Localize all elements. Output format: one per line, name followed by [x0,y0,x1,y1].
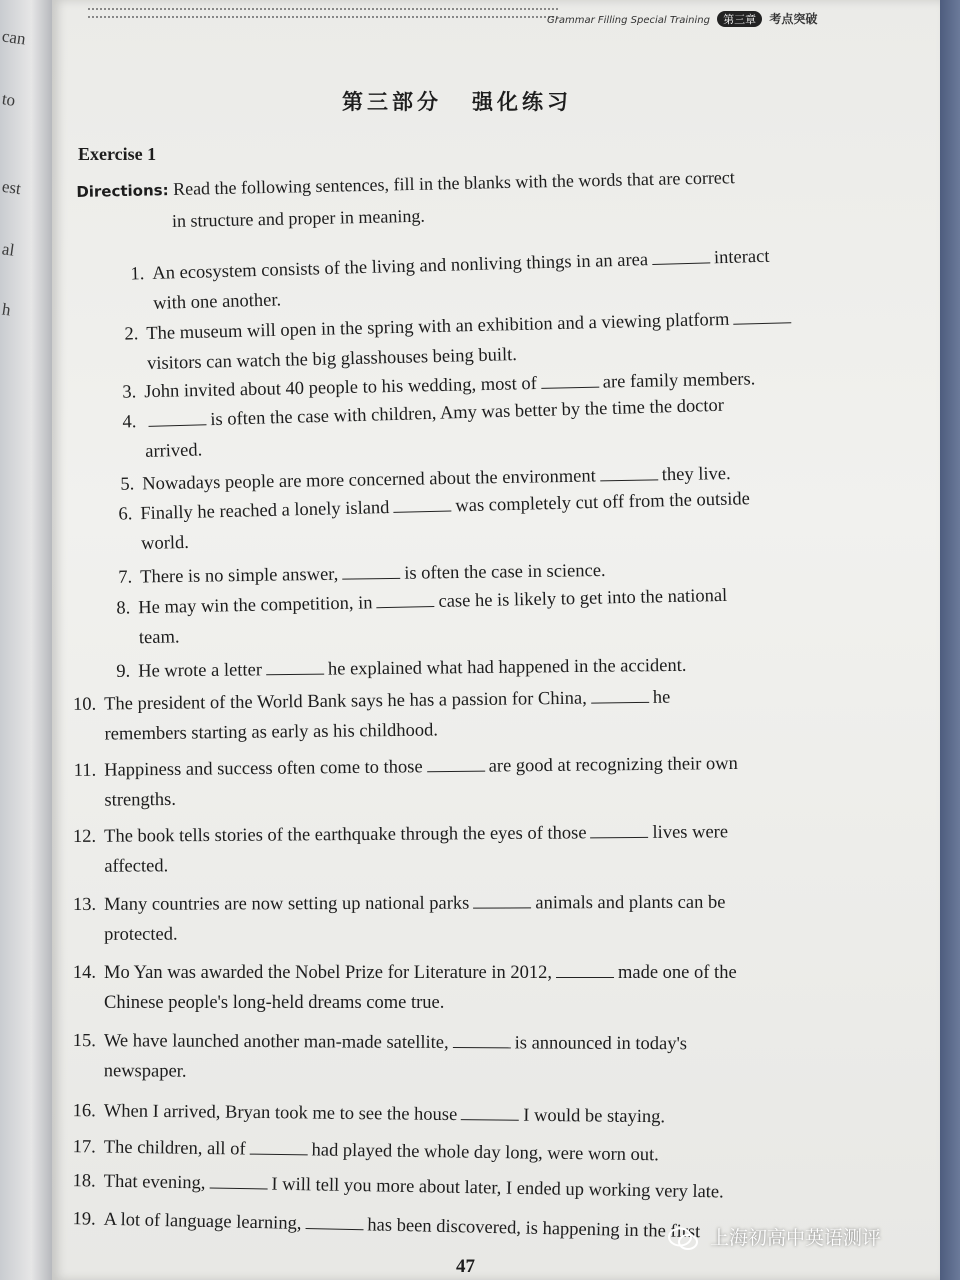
answer-blank[interactable] [342,564,400,580]
question-text: That evening, [103,1171,206,1194]
question-text-after-blank: case he is likely to get into the national [438,585,728,612]
question-text: The museum will open in the spring with an exhibition and a viewing platform [146,309,730,345]
question-item [66,749,738,816]
answer-blank[interactable] [591,688,649,704]
question-text-after-blank: lives were [652,822,729,843]
answer-blank[interactable] [590,823,648,838]
question-item [100,651,687,687]
question-number: 7. [118,567,133,588]
question-text: Nowadays people are more concerned about the environment [142,466,596,495]
chat-bubble-icon [668,1227,698,1251]
question-number: 11. [73,760,97,781]
question-item [65,1204,700,1247]
question-text-after-blank: made one of the [618,963,737,983]
answer-blank[interactable] [461,1105,519,1121]
section-title [342,86,572,116]
margin-word: est [0,176,23,199]
exercise-title: Exercise 1 [78,144,157,164]
question-number: 2. [124,324,139,345]
question-number: 16. [72,1101,96,1122]
answer-blank[interactable] [249,1140,307,1156]
question-text: When I arrived, Bryan took me to see the house [103,1101,458,1126]
question-number: 9. [116,661,131,682]
question-continuation: affected. [104,856,169,877]
question-continuation: visitors can watch the big glasshouses being built. [146,345,518,375]
answer-blank[interactable] [600,465,658,481]
answer-blank[interactable] [305,1214,363,1230]
question-continuation: protected. [104,924,178,945]
question-text-after-blank: he [652,687,671,708]
answer-blank[interactable] [376,592,434,608]
question-item [66,817,728,882]
question-number: 14. [72,963,96,983]
question-continuation: world. [140,532,190,555]
question-text-after-blank: is announced in today's [514,1033,688,1055]
question-text-after-blank: is often the case in science. [404,560,606,584]
question-item [66,1096,666,1132]
page-number: 47 [456,1256,475,1277]
adjacent-page-strip [0,0,52,1280]
question-text-after-blank: is often the case with children, Amy was better by the time the doctor [210,395,725,431]
answer-blank[interactable] [473,893,531,908]
chapter-badge: 第三章 [717,11,762,27]
header-title: Grammar Filling Special Training [547,15,710,26]
question-text-after-blank: they live. [661,464,731,486]
question-continuation: newspaper. [103,1061,187,1082]
section-part: 第三部分 [342,90,442,114]
question-text-after-blank: interact [713,246,770,269]
question-item [66,1132,659,1170]
question-text: The book tells stories of the earthquake through the eyes of those [104,823,587,847]
background-edge [940,0,960,1280]
question-number: 10. [72,694,97,715]
margin-word: can [0,26,27,49]
question-text: Finally he reached a lonely island [140,497,390,525]
question-text-after-blank: was completely cut off from the outside [455,489,751,517]
section-name: 强化练习 [472,90,572,114]
question-text: He wrote a letter [138,660,263,682]
question-text-after-blank: had played the whole day long, were worn out. [311,1140,659,1166]
watermark-text: 上海初高中英语测评 [710,1227,882,1249]
question-text-after-blank: I will tell you more about later, I ended up working very late. [271,1174,724,1203]
answer-blank[interactable] [427,757,485,773]
margin-word: h [0,299,12,320]
question-text: We have launched another man-made satellite, [103,1031,449,1054]
directions [76,160,857,239]
question-continuation: team. [138,627,180,649]
question-number: 18. [72,1171,96,1192]
question-text: There is no simple answer, [140,564,339,588]
question-text: He may win the competition, in [138,593,373,619]
directions-line-2: in structure and proper in meaning. [171,205,426,231]
question-number: 12. [72,826,97,847]
watermark [668,1223,881,1251]
question-number: 15. [72,1031,96,1052]
running-header [547,10,817,27]
question-item [66,1026,687,1089]
question-text: Happiness and success often come to those [104,757,423,781]
answer-blank[interactable] [652,248,710,265]
question-number: 3. [122,382,137,403]
header-right-label: 考点突破 [769,12,818,26]
question-continuation: strengths. [104,789,177,811]
answer-blank[interactable] [148,410,206,427]
question-number: 8. [116,598,131,619]
question-text: The president of the World Bank says he has a passion for China, [104,688,587,715]
question-item [65,1166,724,1207]
question-item [100,581,728,654]
question-text-after-blank: I would be staying. [523,1105,666,1128]
question-continuation: remembers starting as early as his childhood. [104,720,439,745]
question-text-after-blank: animals and plants can be [535,892,726,914]
answer-blank[interactable] [541,373,599,389]
question-number: 17. [72,1137,96,1158]
question-item [66,958,737,1018]
question-number: 19. [72,1209,96,1230]
question-continuation: arrived. [144,440,203,462]
question-text: Mo Yan was awarded the Nobel Prize for Literature in 2012, [104,963,552,983]
margin-word: to [0,89,17,110]
question-text: An ecosystem consists of the living and nonliving things in an area [152,250,649,284]
question-text-after-blank: has been discovered, is happening in the first [367,1215,701,1243]
header-dotted-rule [88,8,558,18]
question-text: Many countries are now setting up national parks [104,893,470,915]
question-text-after-blank: he explained what had happened in the accident. [327,655,687,680]
answer-blank[interactable] [733,308,791,324]
margin-word: al [0,239,16,260]
question-text: A lot of language learning, [103,1209,302,1234]
answer-blank[interactable] [209,1174,267,1190]
book-page [52,0,940,1280]
question-item [66,683,671,750]
answer-blank[interactable] [453,1033,511,1048]
question-text-after-blank: are family members. [602,369,756,393]
question-text: John invited about 40 people to his wedding, most of [144,373,538,403]
question-text: The children, all of [103,1137,246,1160]
directions-line-1: Read the following sentences, fill in the blanks with the words that are correct [172,167,736,199]
question-continuation: Chinese people's long-held dreams come true. [104,993,445,1013]
directions-label: Directions: [76,181,169,201]
question-number: 6. [118,504,133,525]
question-number: 13. [72,894,97,915]
question-text-after-blank: are good at recognizing their own [488,753,738,777]
question-number: 5. [120,474,135,495]
answer-blank[interactable] [393,496,451,512]
question-item [66,888,726,950]
answer-blank[interactable] [556,963,614,978]
question-number: 4. [122,412,137,433]
question-continuation: with one another. [152,290,282,314]
answer-blank[interactable] [266,660,324,676]
question-number: 1. [130,264,145,285]
